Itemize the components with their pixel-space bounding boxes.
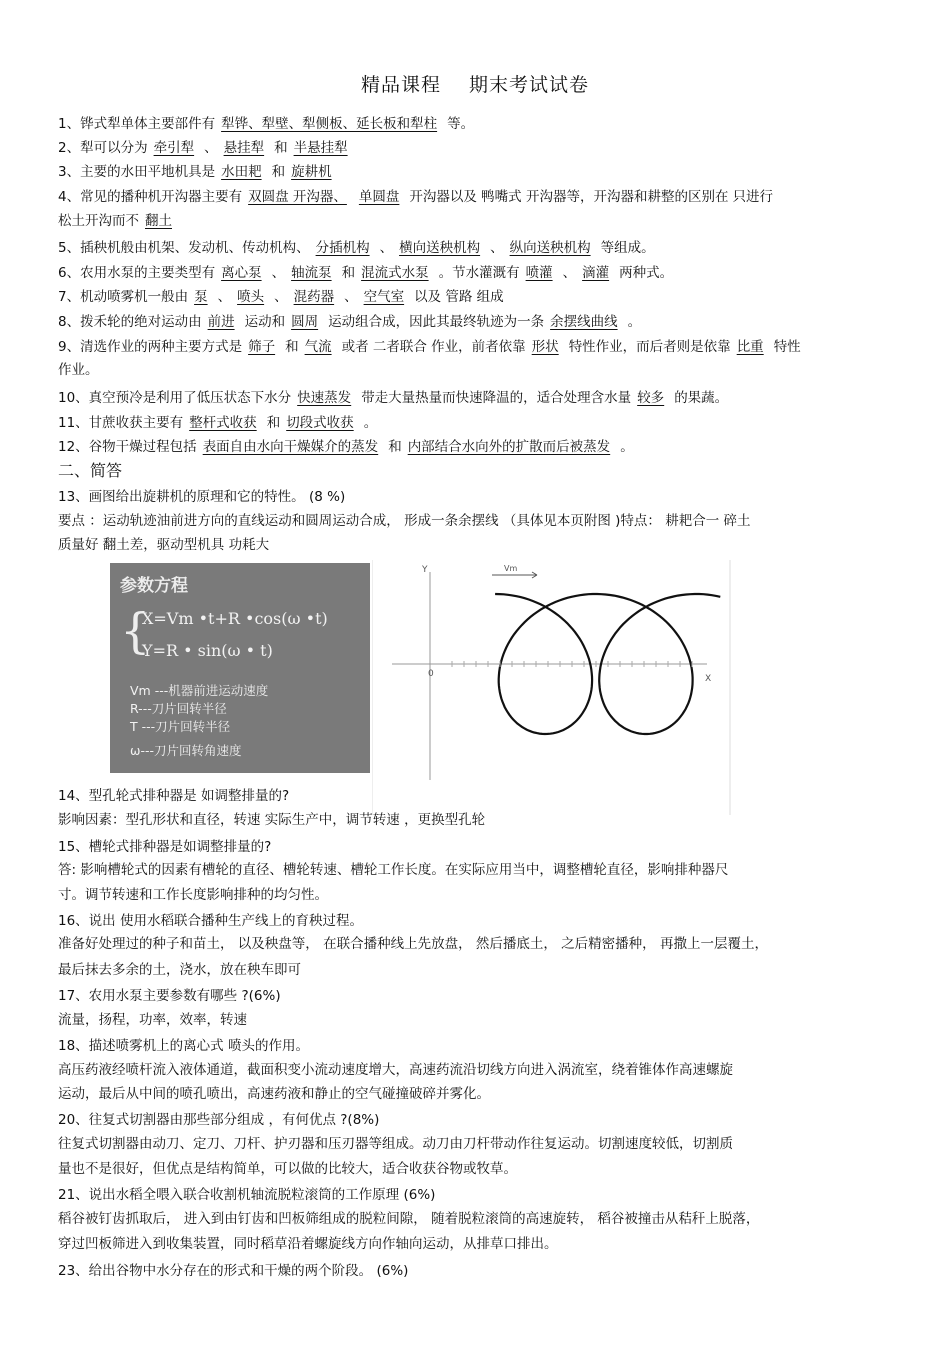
answer-blank: 喷灌 bbox=[525, 265, 553, 281]
answer-blank: 气流 bbox=[304, 339, 332, 355]
question-text: 只进行 bbox=[732, 189, 773, 205]
equation-y: Y=R • sin(ω • t) bbox=[142, 641, 273, 660]
equation-x: X=Vm •t+R •cos(ω •t) bbox=[142, 609, 328, 628]
answer-blank: 快速蒸发 bbox=[297, 390, 352, 406]
question-text: 6、农用水泵的主要类型有 bbox=[58, 265, 216, 281]
answer-blank: 离心泵 bbox=[221, 265, 262, 281]
question-text: 1、铧式犁单体主要部件有 bbox=[58, 116, 216, 132]
question-20: 20、往复式切割器由那些部分组成 ，有何优点 ?(8%) bbox=[58, 1112, 380, 1128]
question-text: 11、甘蔗收获主要有 bbox=[58, 415, 184, 431]
answer-blank: 圆周 bbox=[291, 314, 319, 330]
answer-20: 往复式切割器由动刀、定刀、刀杆、护刃器和压刃器等组成。动刀由刀杆带动作往复运动。切割速度较低，切割质 bbox=[58, 1136, 733, 1152]
answer-21: 稻谷被钉齿抓取后， 进入到由钉齿和凹板筛组成的脱粒间隙， 随着脱粒滚筒的高速旋转， 稻谷被撞击从秸秆上脱落， bbox=[58, 1211, 760, 1227]
velocity-label: Vm bbox=[504, 564, 518, 573]
answer-21-cont: 穿过凹板筛进入到收集装置，同时稻草沿着螺旋线方向作轴向运动，从排草口排出。 bbox=[58, 1236, 558, 1252]
question-text: 3、主要的水田平地机具是 bbox=[58, 164, 216, 180]
question-text: 。 bbox=[363, 415, 378, 431]
question-4-cont bbox=[58, 211, 892, 231]
answer-blank: 整杆式收获 bbox=[189, 415, 257, 431]
panel-title: 参数方程 bbox=[120, 576, 188, 596]
answer-blank: 形状 bbox=[531, 339, 559, 355]
question-14: 14、型孔轮式排种器是 如调整排量的? bbox=[58, 788, 290, 804]
answer-blank: 比重 bbox=[736, 339, 764, 355]
question-text: 。 bbox=[620, 439, 634, 455]
question-text: 和 bbox=[266, 415, 281, 431]
question-text: 特性作业，而后者则是依靠 bbox=[568, 339, 731, 355]
question-text: 以及 管路 组成 bbox=[414, 289, 504, 305]
question-11 bbox=[58, 413, 892, 433]
question-text: 7、机动喷雾机一般由 bbox=[58, 289, 189, 305]
question-text: 作业。 bbox=[58, 362, 99, 378]
question-text: 和 bbox=[285, 339, 299, 355]
answer-blank: 较多 bbox=[637, 390, 665, 406]
answer-16: 准备好处理过的种子和苗土， 以及秧盘等， 在联合播种线上先放盘， 然后播底土， 之后精密播种， 再撒上一层覆土， bbox=[58, 936, 768, 952]
answer-blank: 翻土 bbox=[145, 213, 172, 229]
question-3 bbox=[58, 162, 892, 182]
page-title bbox=[0, 70, 950, 97]
answer-blank: 轴流泵 bbox=[291, 265, 332, 281]
question-12 bbox=[58, 437, 892, 457]
question-text: 。节水灌溉有 bbox=[438, 265, 520, 281]
question-2 bbox=[58, 138, 892, 158]
question-21: 21、说出水稻全喂入联合收割机轴流脱粒滚筒的工作原理 (6%) bbox=[58, 1187, 436, 1203]
question-text: 带走大量热量而快速降温的，适合处理含水量 bbox=[361, 390, 632, 406]
answer-blank: 旋耕机 bbox=[291, 164, 332, 180]
question-text: 、 bbox=[379, 240, 394, 256]
legend-t: T ---刀片回转半径 bbox=[130, 719, 231, 734]
question-text: 的果蔬。 bbox=[674, 390, 729, 406]
answer-blank: 犁铧、犁壁、犁侧板、延长板和犁柱 bbox=[221, 116, 438, 132]
question-7 bbox=[58, 287, 892, 307]
answer-blank: 表面自由水向干燥媒介的蒸发 bbox=[202, 439, 379, 455]
answer-blank: 喷头 bbox=[237, 289, 265, 305]
answer-blank: 余摆线曲线 bbox=[550, 314, 618, 330]
question-text: 10、真空预冷是利用了低压状态下水分 bbox=[58, 390, 292, 406]
question-text: 12、谷物干燥过程包括 bbox=[58, 439, 197, 455]
question-text: 特性 bbox=[773, 339, 801, 355]
question-4 bbox=[58, 187, 892, 207]
parameter-equation-panel bbox=[110, 563, 370, 773]
legend-vm: Vm ---机器前进运动速度 bbox=[130, 683, 269, 698]
answer-15: 答: 影响槽轮式的因素有槽轮的直径、槽轮转速、槽轮工作长度。在实际应用当中，调整槽轮直径，影响排种器尺 bbox=[58, 862, 729, 878]
question-10 bbox=[58, 388, 892, 408]
question-text: 、 bbox=[271, 265, 286, 281]
origin-label: 0 bbox=[428, 669, 434, 679]
answer-blank: 滴灌 bbox=[582, 265, 610, 281]
question-5 bbox=[58, 238, 892, 258]
question-text: 5、插秧机般由机架、发动机、传动机构、 bbox=[58, 240, 310, 256]
y-axis-label: Y bbox=[422, 565, 428, 575]
question-text: 等。 bbox=[447, 116, 475, 132]
course-label: 精品课程 bbox=[360, 74, 441, 96]
answer-18: 高压药液经喷杆流入液体通道，截面积变小流动速度增大，高速药流沿切线方向进入涡流室，绕着锥体作高速螺旋 bbox=[58, 1062, 733, 1078]
question-text: 运动组合成，因此其最终轨迹为一条 bbox=[328, 314, 545, 330]
question-text: 运动和 bbox=[244, 314, 286, 330]
question-6 bbox=[58, 263, 892, 283]
question-23: 23、给出谷物中水分存在的形式和干燥的两个阶段。 (6%) bbox=[58, 1263, 409, 1279]
answer-blank: 纵向送秧机构 bbox=[509, 240, 591, 256]
answer-blank: 牵引犁 bbox=[153, 140, 195, 156]
answer-blank: 半悬挂犁 bbox=[293, 140, 348, 156]
answer-blank: 切段式收获 bbox=[286, 415, 354, 431]
question-text: 或者 二者联合 作业，前者依靠 bbox=[341, 339, 526, 355]
question-text: 。 bbox=[627, 314, 642, 330]
question-1 bbox=[58, 114, 892, 134]
question-text: 等组成。 bbox=[600, 240, 655, 256]
question-16: 16、说出 使用水稻联合播种生产线上的育秧过程。 bbox=[58, 913, 363, 929]
answer-14: 影响因素：型孔形状和直径，转速 实际生产中，调节转速 ，更换型孔轮 bbox=[58, 812, 486, 828]
question-text: 4、常见的播种机开沟器主要有 bbox=[58, 189, 243, 205]
answer-blank: 筛子 bbox=[248, 339, 276, 355]
x-axis-ticks bbox=[452, 661, 692, 667]
question-text: 9、清选作业的两种主要方式是 bbox=[58, 339, 243, 355]
trochoid-figure bbox=[372, 560, 732, 820]
question-text: 2、犁可以分为 bbox=[58, 140, 148, 156]
answer-18-cont: 运动，最后从中间的喷孔喷出，高速药液和静止的空气碰撞破碎并雾化。 bbox=[58, 1086, 490, 1102]
question-text: 、 bbox=[274, 289, 288, 305]
question-text: 和 bbox=[274, 140, 288, 156]
answer-blank: 单圆盘 bbox=[358, 189, 400, 205]
question-text: 8、拨禾轮的绝对运动由 bbox=[58, 314, 202, 330]
answer-blank: 泵 bbox=[194, 289, 208, 305]
question-text: 、 bbox=[490, 240, 504, 256]
answer-blank: 前进 bbox=[207, 314, 235, 330]
question-text: 、 bbox=[562, 265, 577, 281]
answer-blank: 混药器 bbox=[293, 289, 335, 305]
answer-15-cont: 寸。调节转速和工作长度影响排种的均匀性。 bbox=[58, 887, 328, 903]
question-15: 15、槽轮式排种器是如调整排量的? bbox=[58, 839, 272, 855]
question-9 bbox=[58, 337, 892, 357]
question-13: 13、画图给出旋耕机的原理和它的特性。 (8 %) bbox=[58, 489, 346, 505]
question-text: 、 bbox=[204, 140, 218, 156]
answer-blank: 悬挂犁 bbox=[223, 140, 265, 156]
question-text: 开沟器以及 鸭嘴式 开沟器等，开沟器和耕整的区别在 bbox=[409, 189, 729, 205]
question-text: 和 bbox=[388, 439, 402, 455]
x-axis-label: X bbox=[705, 674, 712, 684]
question-text: 、 bbox=[217, 289, 232, 305]
question-text: 松土开沟而不 bbox=[58, 213, 139, 229]
question-text: 和 bbox=[271, 164, 286, 180]
answer-blank: 横向送秧机构 bbox=[399, 240, 481, 256]
answer-blank: 水田耙 bbox=[221, 164, 262, 180]
question-9-cont bbox=[58, 360, 892, 380]
answer-13-cont: 质量好 翻土差，驱动型机具 功耗大 bbox=[58, 537, 270, 553]
section-heading: 二、简答 bbox=[58, 461, 123, 480]
legend-omega: ω---刀片回转角速度 bbox=[130, 743, 242, 758]
answer-20-cont: 量也不是很好，但优点是结构简单，可以做的比较大，适合收获谷物或牧草。 bbox=[58, 1161, 517, 1177]
brace-glyph: { bbox=[120, 603, 151, 659]
question-17: 17、农用水泵主要参数有哪些 ?(6%) bbox=[58, 988, 281, 1004]
answer-16-cont: 最后抹去多余的土，浇水，放在秧车即可 bbox=[58, 962, 301, 978]
answer-17: 流量，扬程，功率，效率，转速 bbox=[58, 1012, 247, 1028]
answer-blank: 混流式水泵 bbox=[361, 265, 429, 281]
question-text: 和 bbox=[341, 265, 356, 281]
exam-label: 期末考试试卷 bbox=[469, 74, 590, 96]
answer-blank: 空气室 bbox=[363, 289, 405, 305]
answer-blank: 双圆盘 开沟器、 bbox=[248, 189, 347, 205]
answer-blank: 分插机构 bbox=[315, 240, 370, 256]
question-text: 两种式。 bbox=[619, 265, 674, 281]
answer-blank: 内部结合水向外的扩散而后被蒸发 bbox=[407, 439, 611, 455]
question-18: 18、描述喷雾机上的离心式 喷头的作用。 bbox=[58, 1038, 309, 1054]
answer-13: 要点 ：运动轨迹油前进方向的直线运动和圆周运动合成， 形成一条余摆线 （具体见本页附图 )特点： 耕耙合一 碎土 bbox=[58, 513, 751, 529]
question-text: 、 bbox=[344, 289, 358, 305]
question-8 bbox=[58, 312, 892, 332]
legend-r: R---刀片回转半径 bbox=[130, 701, 227, 716]
